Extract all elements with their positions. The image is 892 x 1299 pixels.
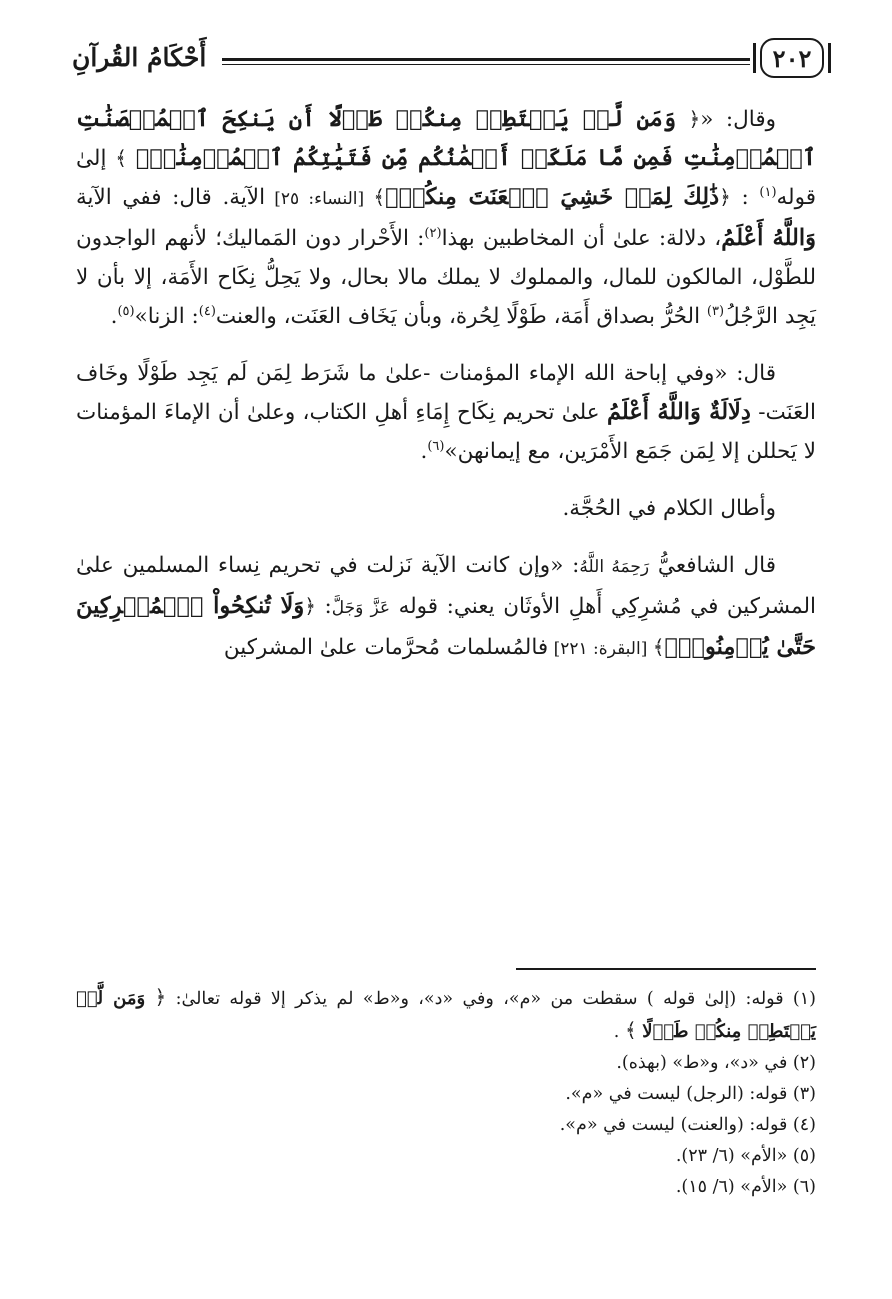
paragraph-3	[76, 489, 816, 528]
footnote-2: (٢) في «د»، و«ط» (بهذه).	[616, 1053, 816, 1073]
footnote-3: (٣) قوله: (الرجل) ليست في «م».	[565, 1084, 816, 1104]
book-title: أَحْكَامُ القُرآنِ	[72, 43, 207, 72]
verse-reference: [النساء: ٢٥]	[265, 189, 374, 209]
text-run: .	[420, 439, 428, 464]
text-run: فالمُسلمات مُحرَّمات علىٰ المشركين	[223, 635, 549, 660]
footnote-5: (٥) «الأم» (٦/ ٢٣).	[675, 1146, 816, 1166]
quran-verse: وَمَن لَّمۡ يَسۡتَطِعۡ مِنكُمۡ طَوۡلًا أَن يَنكِحَ ٱلۡمُحۡصَنَٰتِ ٱلۡمُؤۡمِنَٰتِ فَمِن مَّا مَلَكَتۡ أَيۡمَٰنُكُم مِّن فَتَيَٰتِكُمُ ٱلۡمُؤۡمِنَٰتِۚ	[76, 106, 817, 171]
page-header	[72, 38, 824, 82]
text-run: الحُرُّ بصداق أَمَة، طَوْلًا لِحُرة، وبأن يَخَاف العَنَت، والعنت	[215, 304, 707, 329]
formula-text: دِلَالَةٌ وَاللَّهُ أَعْلَمُ	[606, 399, 751, 425]
quran-open-bracket: ﴿	[154, 985, 167, 1009]
header-rule	[222, 58, 750, 61]
text-run: :	[730, 185, 760, 210]
text-run: قال: «وفي إباحة الله الإماء المؤمنات -علىٰ ما شَرَط لِمَن لَم يَجِد طَوْلًا وخَاف العَنَت-	[76, 361, 816, 425]
honorific: عَزَّ وَجَلَّ	[331, 598, 391, 618]
verse-reference: [البقرة: ٢٢١]	[548, 639, 653, 659]
quran-close-bracket: ﴾	[115, 146, 128, 170]
text-run: ، دلالة: علىٰ أن المخاطبين بهذا	[441, 226, 722, 251]
footnote-4: (٤) قوله: (والعنت) ليست في «م».	[559, 1115, 816, 1135]
page-number: ٢٠٢	[760, 38, 824, 78]
text-run: إلىٰ قوله	[76, 146, 816, 210]
main-text	[76, 100, 816, 687]
quran-close-bracket: ﴾	[624, 1018, 637, 1042]
text-run: قال الشافعيُّ	[649, 553, 776, 578]
quran-verse: وَلَا تُنكِحُواْ ٱلۡمُشۡرِكِينَ حَتَّىٰ يُؤۡمِنُواْۚ	[76, 593, 816, 660]
footnote-marker[interactable]: (٤)	[198, 303, 216, 319]
paragraph-1	[76, 100, 816, 336]
quran-verse: ذَٰلِكَ لِمَنۡ خَشِيَ ٱلۡعَنَتَ مِنكُمۡۚ	[385, 184, 720, 210]
text-run: وأطال الكلام في الحُجَّة.	[562, 496, 776, 521]
footnote-text: (١) قوله: (إلىٰ قوله ) سقطت من «م»، وفي «د»، و«ط» لم يذكر إلا قوله تعالىٰ:	[166, 989, 816, 1009]
honorific: رَحِمَهُ اللَّهُ	[579, 557, 650, 577]
footnote-marker[interactable]: (٥)	[117, 303, 135, 319]
footnote-1	[76, 982, 816, 1048]
quran-open-bracket: ﴿	[719, 185, 731, 209]
text-run: علىٰ تحريم نِكَاح إِمَاءِ أهلِ الكتاب، وعلىٰ أن الإماءَ المؤمنات لا يَحللن إلا لِمَن جَمَع الأَمْرَين، مع إيمانهن»	[76, 400, 816, 464]
text-run: : الزنا»	[134, 304, 199, 329]
quran-open-bracket: ﴿	[304, 594, 316, 618]
footnote-6: (٦) «الأم» (٦/ ١٥).	[675, 1177, 816, 1197]
quran-verse: وَمَن لَّمۡ يَسۡتَطِعۡ مِنكُمۡ طَوۡلًا	[76, 988, 816, 1042]
quran-close-bracket: ﴾	[652, 635, 665, 659]
text-run: : الأَحْرار دون المَماليك؛ لأنهم الواجدون للطَّوْل، المالكون للمال، والمملوك لا يملك مالا بحال، ولا يَحِلُّ نِكَاح الأَمَة، إلا بأن لا يَجِد الرَّجُلُ	[76, 226, 816, 329]
footnote-text: .	[613, 1022, 625, 1042]
paragraph-2	[76, 354, 816, 471]
text-run: : «وإن كانت الآية نَزلت في تحريم نِساء المسلمين علىٰ المشركين في مُشرِكِي أَهلِ الأوثَان يعني: قوله	[76, 553, 816, 619]
quran-close-bracket: ﴾	[373, 185, 386, 209]
text-run: .	[110, 304, 118, 329]
text-run: الآية. قال: ففي الآية	[76, 185, 266, 210]
formula-text: وَاللَّهُ أَعْلَمُ	[721, 225, 816, 251]
text-run: وقال: «	[700, 107, 776, 132]
text-run: :	[315, 594, 332, 619]
footnotes	[76, 982, 816, 1203]
quran-open-bracket: ﴿	[688, 107, 701, 131]
footnote-marker[interactable]: (٢)	[424, 225, 442, 241]
footnote-marker[interactable]: (١)	[759, 184, 777, 200]
footnote-marker[interactable]: (٣)	[706, 303, 725, 319]
paragraph-4	[76, 546, 816, 669]
footnote-separator	[516, 968, 816, 970]
footnote-marker[interactable]: (٦)	[427, 438, 445, 454]
